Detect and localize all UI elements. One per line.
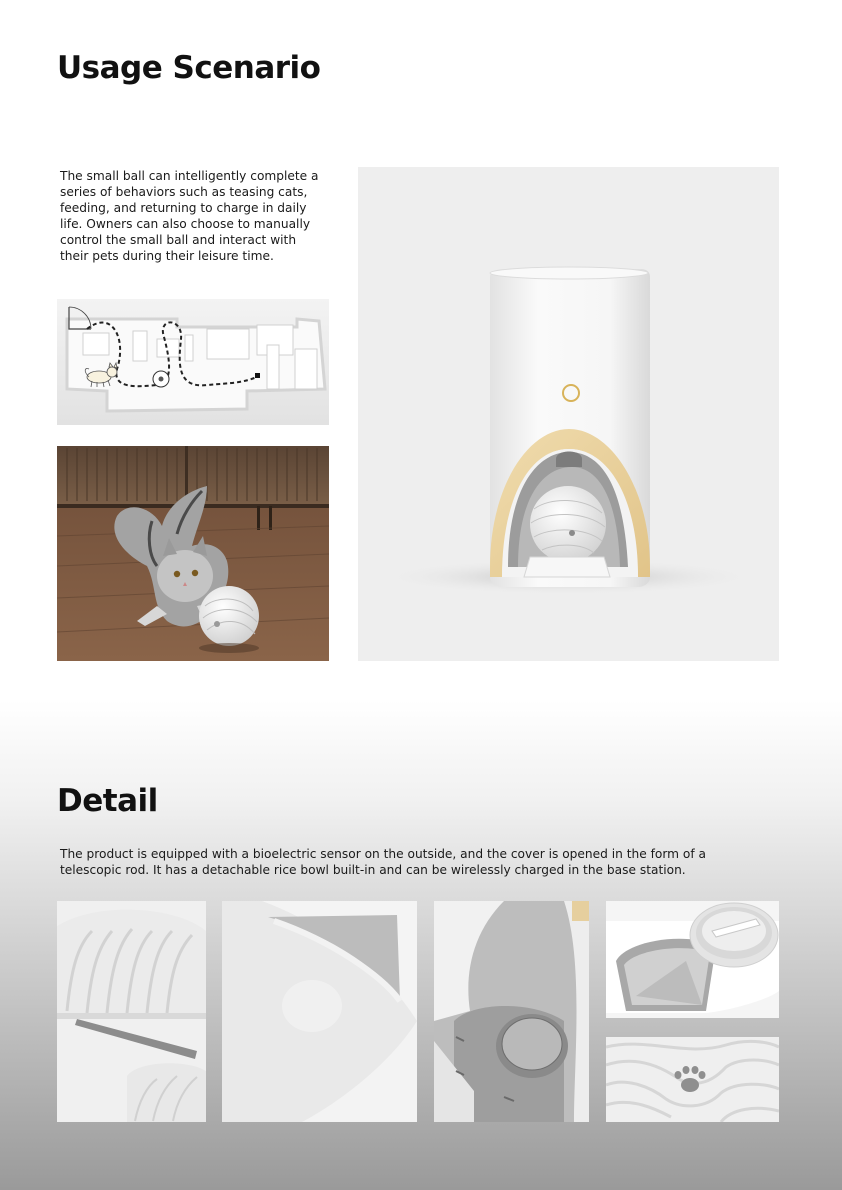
detail-paw-texture [606, 1037, 779, 1122]
product-hero-render [358, 167, 779, 661]
detail-detachable-bowl [606, 901, 779, 1018]
detail-heading: Detail [57, 783, 158, 819]
detail-telescopic-rod [57, 901, 206, 1122]
detail-charging-pad [434, 901, 589, 1122]
usage-description: The small ball can intelligently complete a series of behaviors such as teasing cats, feeding, and returning to charge in daily life. Owners can also choose to manually control the small ball and interact with their pets during their leisure time. [60, 169, 319, 263]
floor-plan-illustration [57, 299, 329, 425]
detail-opening-closeup [222, 901, 417, 1122]
cat-playing-photo [57, 446, 329, 661]
detail-description: The product is equipped with a bioelectric sensor on the outside, and the cover is opened in the form of a telescopic rod. It has a detachable rice bowl built-in and can be wirelessly charged in the base station. [60, 847, 706, 877]
usage-scenario-heading: Usage Scenario [57, 50, 321, 86]
